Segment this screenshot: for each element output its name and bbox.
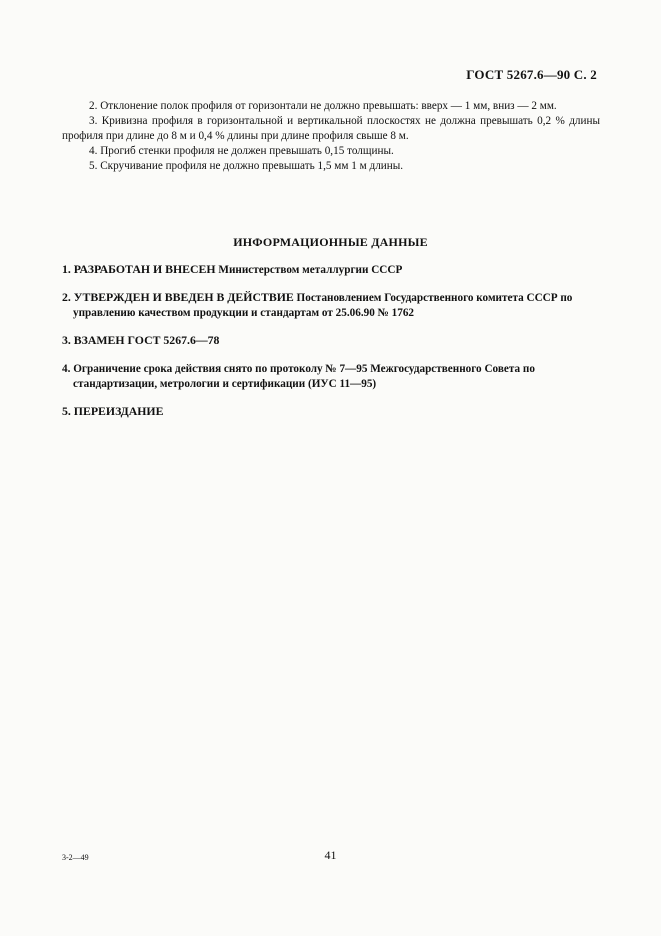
info-item-text: Министерством металлургии СССР — [215, 264, 403, 276]
info-item-approved — [62, 290, 600, 321]
info-item-lead: 5. ПЕРЕИЗДАНИЕ — [62, 404, 164, 418]
paragraph-3: 3. Кривизна профиля в горизонтальной и вертикальной плоскостях не должна превышать 0,2 % длины профиля при длине до 8 м и 0,4 % длины при длине профиля свыше 8 м. — [62, 115, 600, 142]
info-item-developed — [62, 262, 600, 278]
info-item-replaces — [62, 333, 600, 349]
info-item-lead: 1. РАЗРАБОТАН И ВНЕСЕН — [62, 262, 216, 276]
document-header: ГОСТ 5267.6—90 С. 2 — [466, 67, 597, 82]
requirements-text — [62, 99, 600, 174]
paragraph-4: 4. Прогиб стенки профиля не должен превышать 0,15 толщины. — [89, 145, 394, 157]
info-item-lead: 2. УТВЕРЖДЕН И ВВЕДЕН В ДЕЙСТВИЕ — [62, 290, 294, 304]
info-list — [62, 262, 600, 432]
info-item-limitation — [62, 361, 600, 392]
info-item-lead: 3. ВЗАМЕН ГОСТ 5267.6—78 — [62, 333, 220, 347]
info-item-text: 4. Ограничение срока действия снято по протоколу № 7—95 Межгосударственного Совета по стандартизации, метрологии и сертификации (ИУС 11—95) — [62, 363, 535, 390]
info-section-title: ИНФОРМАЦИОННЫЕ ДАННЫЕ — [233, 235, 428, 249]
info-item-text: Постановлением Государственного комитета СССР по управлению качеством продукции и стандартам от 25.06.90 № 1762 — [73, 292, 573, 319]
paragraph-5: 5. Скручивание профиля не должно превышать 1,5 мм 1 м длины. — [89, 160, 404, 172]
print-code: 3-2—49 — [62, 853, 89, 862]
info-item-reissue — [62, 404, 600, 420]
page-number: 41 — [324, 848, 337, 862]
paragraph-2: 2. Отклонение полок профиля от горизонтали не должно превышать: вверх — 1 мм, вниз — 2 мм. — [89, 100, 557, 112]
